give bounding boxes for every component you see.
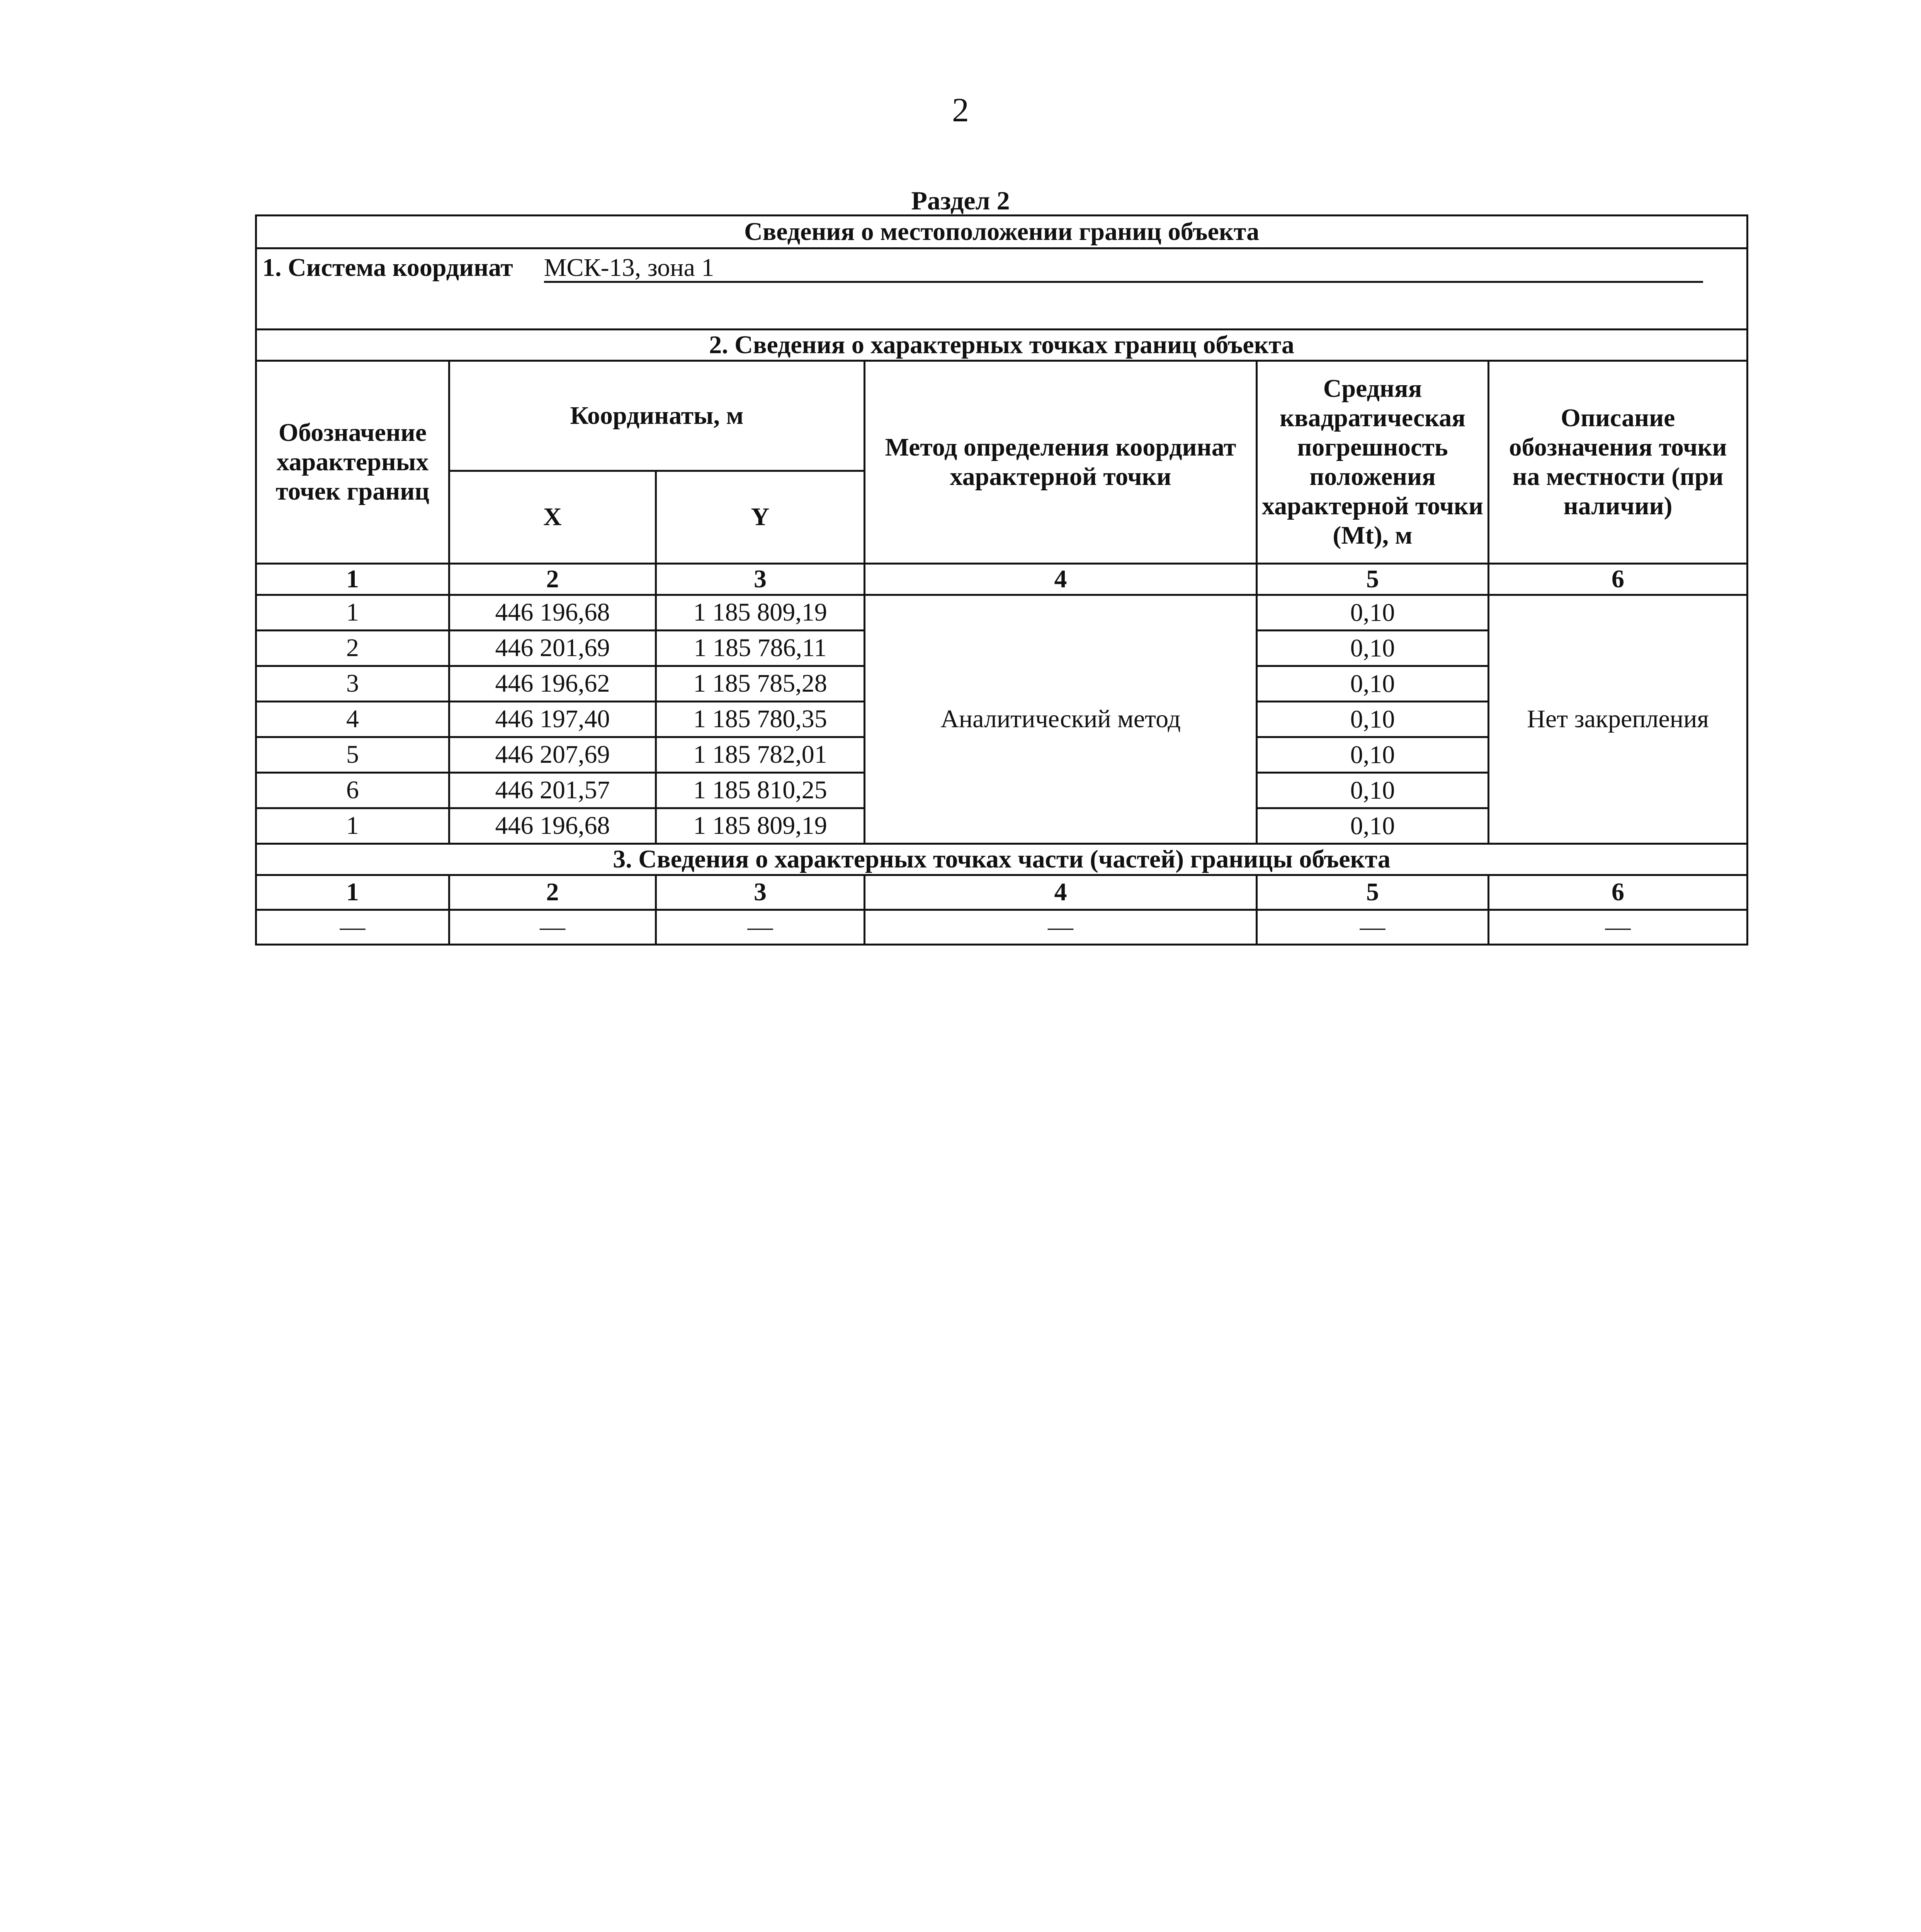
parts-column-number: 3 <box>656 875 865 910</box>
column-number: 5 <box>1257 563 1489 595</box>
parts-column-number: 1 <box>256 875 449 910</box>
coord-y: 1 185 809,19 <box>656 808 865 844</box>
header-x: X <box>449 471 656 563</box>
mt-value: 0,10 <box>1258 702 1488 738</box>
header-coordinates: Координаты, м <box>449 361 865 471</box>
coord-x: 446 196,68 <box>449 808 656 844</box>
mt-column <box>1257 595 1489 844</box>
column-number: 4 <box>865 563 1257 595</box>
method-value: Аналитический метод <box>865 595 1257 844</box>
coord-system-label: 1. Система координат <box>262 253 513 282</box>
column-number: 6 <box>1489 563 1748 595</box>
coord-system-row <box>256 248 1748 287</box>
point-number: 2 <box>256 630 449 666</box>
column-number: 1 <box>256 563 449 595</box>
table-title: Сведения о местоположении границ объекта <box>256 216 1748 248</box>
parts-column-number: 5 <box>1257 875 1489 910</box>
coord-x: 446 201,57 <box>449 772 656 808</box>
coord-x: 446 197,40 <box>449 701 656 737</box>
parts-cell: — <box>656 910 865 944</box>
header-point-designation: Обозначение характерных точек границ <box>256 361 449 563</box>
point-number: 4 <box>256 701 449 737</box>
mt-value: 0,10 <box>1258 596 1488 631</box>
table-row <box>256 595 1748 630</box>
header-y: Y <box>656 471 865 563</box>
points-section-title: 2. Сведения о характерных точках границ объекта <box>256 330 1748 361</box>
coord-y: 1 185 786,11 <box>656 630 865 666</box>
coord-y: 1 185 809,19 <box>656 595 865 630</box>
coord-y: 1 185 782,01 <box>656 737 865 772</box>
column-number: 2 <box>449 563 656 595</box>
point-number: 1 <box>256 808 449 844</box>
coord-x: 446 196,62 <box>449 666 656 701</box>
header-error: Средняя квадратическая погрешность положения характерной точки (Mt), м <box>1257 361 1489 563</box>
coord-x: 446 207,69 <box>449 737 656 772</box>
header-description: Описание обозначения точки на местности (при наличии) <box>1489 361 1748 563</box>
mt-value: 0,10 <box>1258 738 1488 774</box>
column-number: 3 <box>656 563 865 595</box>
coord-x: 446 201,69 <box>449 630 656 666</box>
parts-cell: — <box>865 910 1257 944</box>
parts-cell: — <box>1489 910 1748 944</box>
point-number: 1 <box>256 595 449 630</box>
point-number: 5 <box>256 737 449 772</box>
blank-row <box>256 287 1748 330</box>
page-number: 2 <box>952 92 969 129</box>
mt-value: 0,10 <box>1350 811 1395 840</box>
description-value: Нет закрепления <box>1489 595 1748 844</box>
parts-section-title: 3. Сведения о характерных точках части (частей) границы объекта <box>256 844 1748 875</box>
coord-y: 1 185 810,25 <box>656 772 865 808</box>
parts-cell: — <box>1257 910 1489 944</box>
point-number: 6 <box>256 772 449 808</box>
mt-value: 0,10 <box>1258 631 1488 667</box>
parts-cell: — <box>449 910 656 944</box>
coord-y: 1 185 785,28 <box>656 666 865 701</box>
mt-value: 0,10 <box>1258 774 1488 809</box>
section-title: Раздел 2 <box>911 186 1010 215</box>
boundary-table <box>255 214 1748 946</box>
table-row <box>256 910 1748 944</box>
parts-column-number: 2 <box>449 875 656 910</box>
parts-column-number: 4 <box>865 875 1257 910</box>
header-method: Метод определения координат характерной точки <box>865 361 1257 563</box>
parts-cell: — <box>256 910 449 944</box>
coord-y: 1 185 780,35 <box>656 701 865 737</box>
parts-column-number: 6 <box>1489 875 1748 910</box>
coord-system-value: МСК-13, зона 1 <box>544 254 1703 283</box>
mt-value: 0,10 <box>1258 667 1488 702</box>
point-number: 3 <box>256 666 449 701</box>
coord-x: 446 196,68 <box>449 595 656 630</box>
